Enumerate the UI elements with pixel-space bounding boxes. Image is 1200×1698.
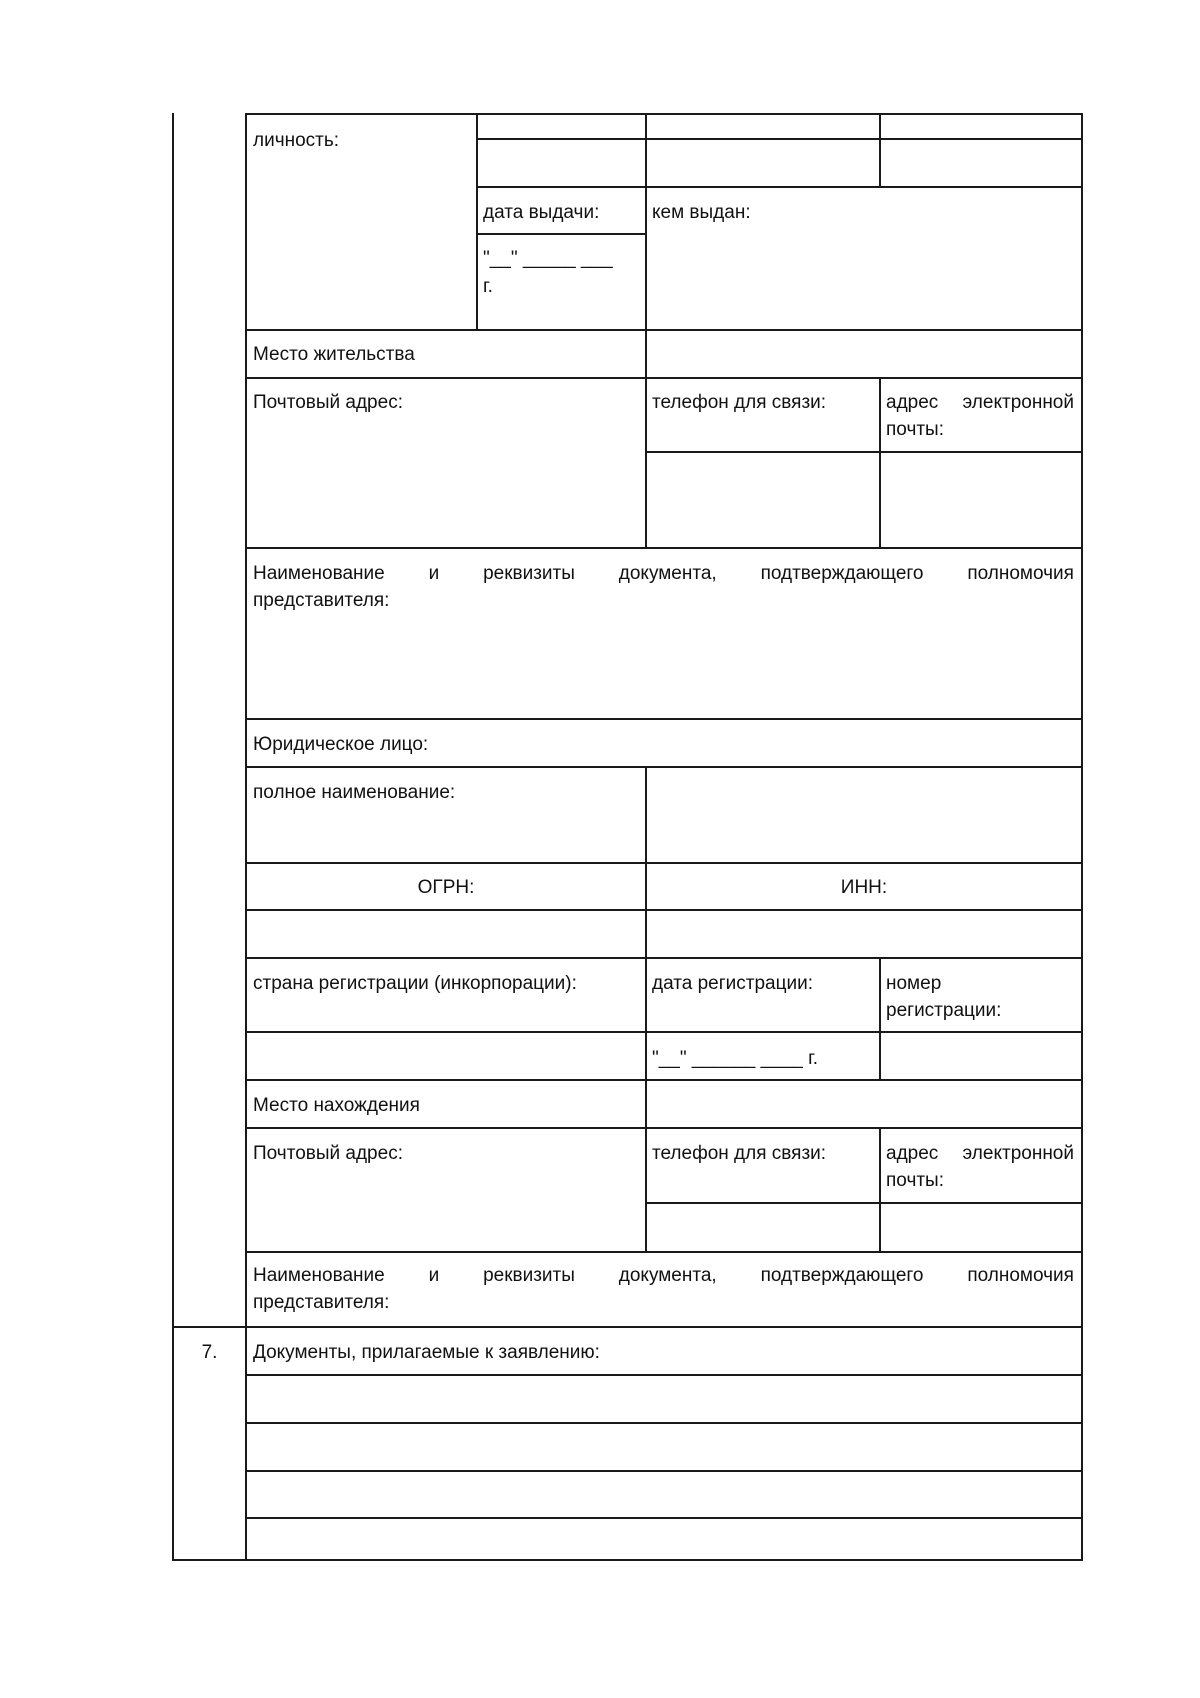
ogrn-label: ОГРН:	[417, 877, 475, 898]
issue-date-year: г.	[483, 276, 493, 297]
location-label: Место нахождения	[253, 1095, 420, 1116]
legal-entity-label: Юридическое лицо:	[253, 734, 429, 755]
attached-documents-label: Документы, прилагаемые к заявлению:	[253, 1342, 600, 1363]
postal-address-label: Почтовый адрес:	[253, 1143, 403, 1164]
email-label-line2: почты:	[886, 1170, 944, 1191]
country-label: страна регистрации (инкорпорации):	[253, 973, 577, 994]
authority-doc-label-line2: представителя:	[253, 1292, 390, 1313]
email-label: адрес электронной	[886, 1143, 1074, 1164]
identity-label: личность:	[253, 130, 340, 151]
reg-number-label-line2: регистрации:	[886, 1000, 1002, 1021]
email-label-line2: почты:	[886, 419, 944, 440]
issue-date-label: дата выдачи:	[483, 202, 600, 223]
inn-label: ИНН:	[840, 877, 888, 898]
authority-doc-label: Наименование и реквизиты документа, подтверждающего полномочия	[253, 563, 1074, 584]
full-name-label: полное наименование:	[253, 782, 456, 803]
authority-doc-label-line2: представителя:	[253, 590, 390, 611]
reg-date-value: "__" ______ ____ г.	[652, 1048, 819, 1069]
residence-label: Место жительства	[253, 344, 415, 365]
issued-by-label: кем выдан:	[652, 202, 751, 223]
top-border	[245, 113, 1083, 115]
phone-label: телефон для связи:	[652, 1143, 827, 1164]
bottom-border	[172, 1559, 1083, 1561]
reg-date-label: дата регистрации:	[652, 973, 813, 994]
issue-date-value: "__" _____ ___	[483, 248, 613, 269]
section-number: 7.	[201, 1342, 218, 1363]
reg-number-label: номер	[886, 973, 942, 994]
authority-doc-label: Наименование и реквизиты документа, подтверждающего полномочия	[253, 1265, 1074, 1286]
phone-label: телефон для связи:	[652, 392, 827, 413]
postal-address-label: Почтовый адрес:	[253, 392, 403, 413]
email-label: адрес электронной	[886, 392, 1074, 413]
